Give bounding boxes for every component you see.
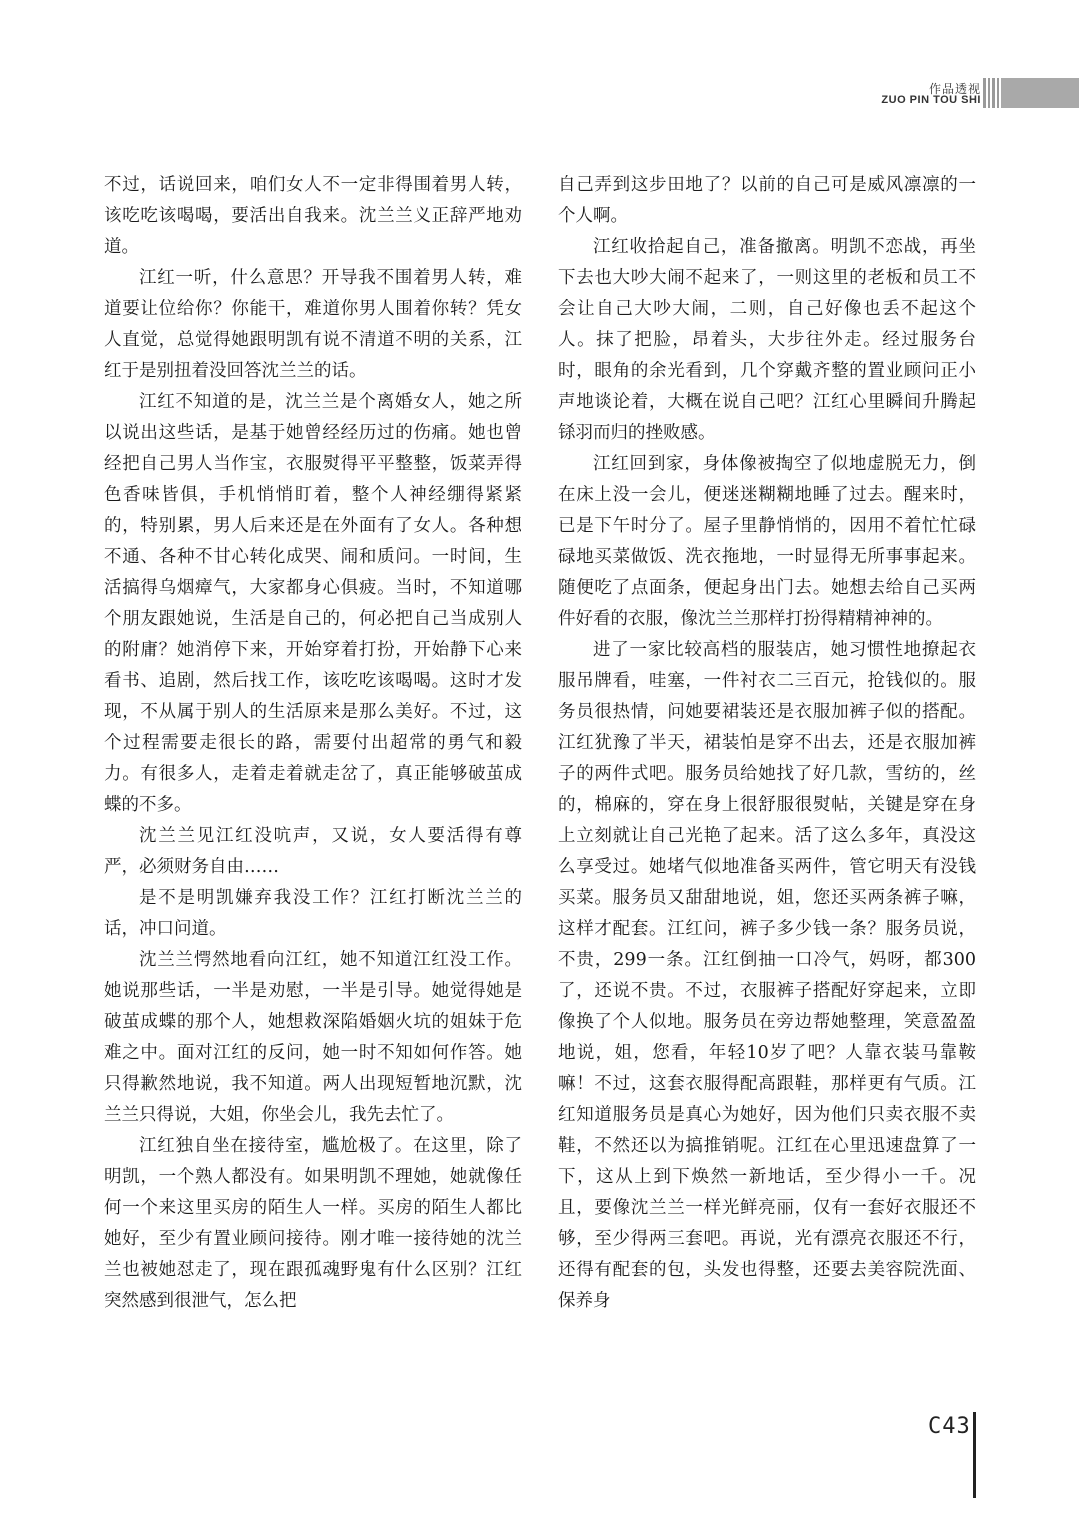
paragraph: 江红独自坐在接待室，尴尬极了。在这里，除了明凯，一个熟人都没有。如果明凯不理她，她就像任何一个来这里买房的陌生人一样。买房的陌生人都比她好，至少有置业顾问接待。刚才唯一接待她的沈兰兰也被她怼走了，现在跟孤魂野鬼有什么区别？江红突然感到很泄气，怎么把 [104, 1136, 522, 1311]
paragraph: 自己弄到这步田地了？以前的自己可是威风凛凛的一个人啊。 [558, 175, 976, 226]
header-stripes-decoration [983, 78, 999, 108]
paragraph: 沈兰兰见江红没吭声，又说，女人要活得有尊严，必须财务自由…… [104, 826, 522, 877]
right-text-column [558, 170, 976, 1317]
paragraph: 是不是明凯嫌弃我没工作？江红打断沈兰兰的话，冲口问道。 [104, 888, 522, 939]
paragraph: 江红不知道的是，沈兰兰是个离婚女人，她之所以说出这些话，是基于她曾经经历过的伤痛。她也曾经把自己男人当作宝，衣服熨得平平整整，饭菜弄得色香味皆俱，手机悄悄盯着，整个人神经绷得紧紧的，特别累，男人后来还是在外面有了女人。各种想不通、各种不甘心转化成哭、闹和质问。一时间，生活搞得乌烟瘴气，大家都身心俱疲。当时，不知道哪个朋友跟她说，生活是自己的，何必把自己当成别人的附庸？她消停下来，开始穿着打扮，开始静下心来看书、追剧，然后找工作，该吃吃该喝喝。这时才发现，不从属于别人的生活原来是那么美好。不过，这个过程需要走很长的路，需要付出超常的勇气和毅力。有很多人，走着走着就走岔了，真正能够破茧成蝶的不多。 [104, 392, 522, 815]
header-gray-band [1001, 78, 1079, 108]
section-title: 作品透视 [928, 82, 981, 96]
paragraph: 沈兰兰愕然地看向江红，她不知道江红没工作。她说那些话，一半是劝慰，一半是引导。她觉得她是破茧成蝶的那个人，她想救深陷婚姻火坑的姐妹于危难之中。面对江红的反问，她一时不知如何作答。她只得歉然地说，我不知道。两人出现短暂地沉默，沈兰兰只得说，大姐，你坐会儿，我先去忙了。 [104, 950, 522, 1125]
paragraph: 江红回到家，身体像被掏空了似地虚脱无力，倒在床上没一会儿，便迷迷糊糊地睡了过去。醒来时，已是下午时分了。屋子里静悄悄的，因用不着忙忙碌碌地买菜做饭、洗衣拖地，一时显得无所事事起来。随便吃了点面条，便起身出门去。她想去给自己买两件好看的衣服，像沈兰兰那样打扮得精精神神的。 [558, 454, 976, 629]
paragraph: 不过，话说回来，咱们女人不一定非得围着男人转，该吃吃该喝喝，要活出自我来。沈兰兰义正辞严地劝道。 [104, 175, 522, 257]
paragraph: 江红一听，什么意思？开导我不围着男人转，难道要让位给你？你能干，难道你男人围着你转？凭女人直觉，总觉得她跟明凯有说不清道不明的关系，江红于是别扭着没回答沈兰兰的话。 [104, 268, 522, 381]
section-header [779, 78, 1079, 108]
section-title-pinyin: ZUO PIN TOU SHI [881, 94, 981, 106]
left-text-column [104, 170, 522, 1317]
paragraph: 江红收拾起自己，准备撤离。明凯不恋战，再坐下去也大吵大闹不起来了，一则这里的老板和员工不会让自己大吵大闹，二则，自己好像也丢不起这个人。抹了把脸，昂着头，大步往外走。经过服务台时，眼角的余光看到，几个穿戴齐整的置业顾问正小声地谈论着，大概在说自己吧？江红心里瞬间升腾起铩羽而归的挫败感。 [558, 237, 976, 443]
footer-vertical-rule [973, 1412, 976, 1498]
paragraph: 进了一家比较高档的服装店，她习惯性地撩起衣服吊牌看，哇塞，一件衬衣二三百元，抢钱似的。服务员很热情，问她要裙装还是衣服加裤子似的搭配。江红犹豫了半天，裙装怕是穿不出去，还是衣服加裤子的两件式吧。服务员给她找了好几款，雪纺的，丝的，棉麻的，穿在身上很舒服很熨帖，关键是穿在身上立刻就让自己光艳了起来。活了这么多年，真没这么享受过。她堵气似地准备买两件，管它明天有没钱买菜。服务员又甜甜地说，姐，您还买两条裤子嘛，这样才配套。江红问，裤子多少钱一条？服务员说，不贵，299一条。江红倒抽一口冷气，妈呀，都300了，还说不贵。不过，衣服裤子搭配好穿起来，立即像换了个人似地。服务员在旁边帮她整理，笑意盈盈地说，姐，您看，年轻10岁了吧？人靠衣装马靠鞍嘛！不过，这套衣服得配高跟鞋，那样更有气质。江红知道服务员是真心为她好，因为他们只卖衣服不卖鞋，不然还以为搞推销呢。江红在心里迅速盘算了一下，这从上到下焕然一新地话，至少得小一千。况且，要像沈兰兰一样光鲜亮丽，仅有一套好衣服还不够，至少得两三套吧。再说，光有漂亮衣服还不行，还得有配套的包，头发也得整，还要去美容院洗面、保养身 [558, 640, 976, 1311]
page-number: C43 [928, 1414, 971, 1439]
